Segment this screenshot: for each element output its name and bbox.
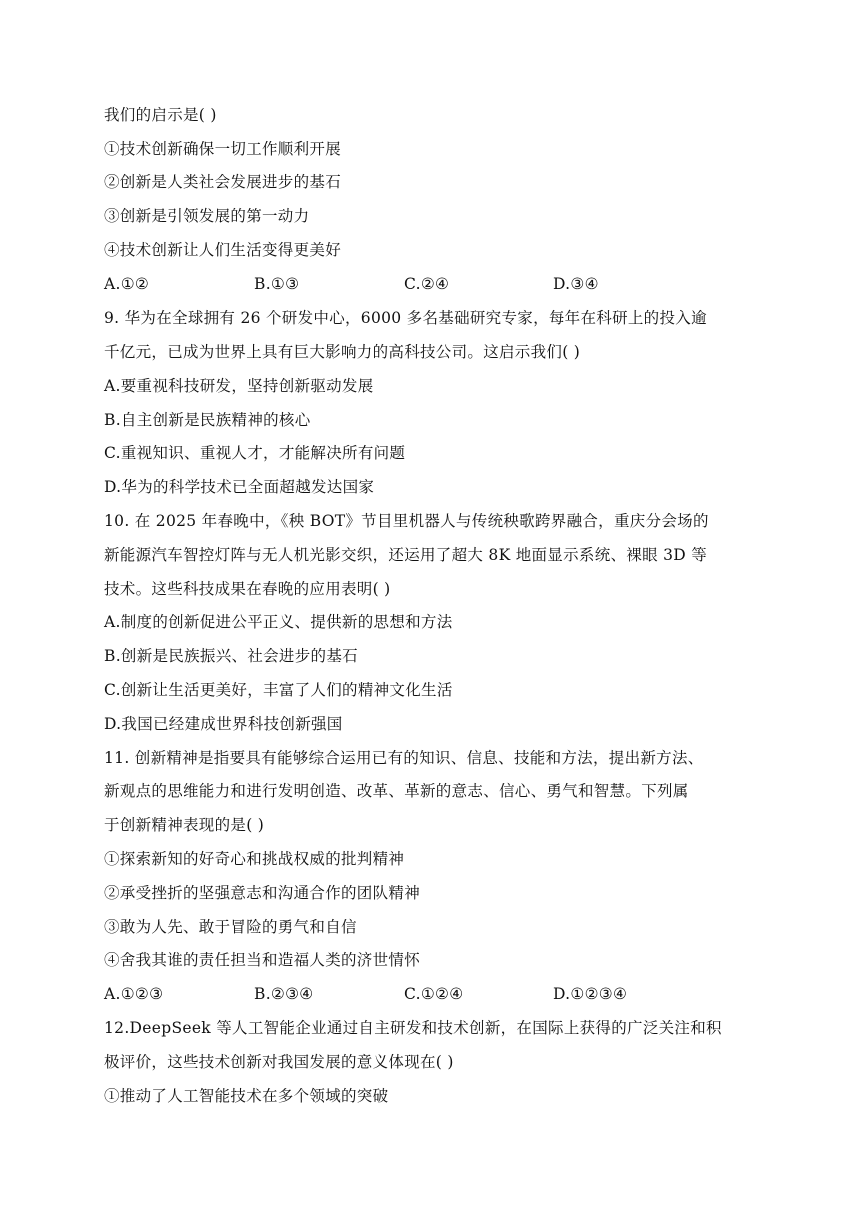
q8-stem-end: 我们的启示是( ) (104, 106, 217, 124)
q11-option-c: C.①②④ (404, 985, 464, 1003)
q8-option-c: C.②④ (404, 275, 450, 293)
q12-stem-line-2: 极评价，这些技术创新对我国发展的意义体现在( ) (104, 1053, 454, 1071)
q10-stem-line-2: 新能源汽车智控灯阵与无人机光影交织，还运用了超大 8K 地面显示系统、裸眼 3D 等 (104, 546, 708, 564)
q10-option-d: D.我国已经建成世界科技创新强国 (104, 715, 343, 733)
q8-statement-4: ④技术创新让人们生活变得更美好 (104, 241, 342, 259)
q8-statement-3: ③创新是引领发展的第一动力 (104, 207, 310, 225)
q11-stem-line-1: 11. 创新精神是指要具有能够综合运用已有的知识、信息、技能和方法，提出新方法、 (104, 749, 704, 767)
q11-stem-line-3: 于创新精神表现的是( ) (104, 816, 265, 834)
q8-statement-2: ②创新是人类社会发展进步的基石 (104, 173, 342, 191)
q11-options (104, 984, 724, 1004)
q11-statement-4: ④舍我其谁的责任担当和造福人类的济世情怀 (104, 951, 421, 969)
q9-option-a: A.要重视科技研发，坚持创新驱动发展 (104, 377, 374, 395)
q8-option-a: A.①② (104, 275, 150, 293)
q11-statement-2: ②承受挫折的坚强意志和沟通合作的团队精神 (104, 884, 421, 902)
q9-option-d: D.华为的科学技术已全面超越发达国家 (104, 478, 375, 496)
q12-stem-line-1: 12.DeepSeek 等人工智能企业通过自主研发和技术创新，在国际上获得的广泛关注和积 (104, 1019, 722, 1037)
q8-option-d: D.③④ (553, 275, 599, 293)
q8-options (104, 274, 724, 294)
q9-stem-line-2: 千亿元，已成为世界上具有巨大影响力的高科技公司。这启示我们( ) (104, 343, 581, 361)
q10-option-a: A.制度的创新促进公平正义、提供新的思想和方法 (104, 613, 453, 631)
q10-option-c: C.创新让生活更美好，丰富了人们的精神文化生活 (104, 681, 453, 699)
q10-stem-line-3: 技术。这些科技成果在春晚的应用表明( ) (104, 580, 391, 598)
q9-stem-line-1: 9. 华为在全球拥有 26 个研发中心，6000 多名基础研究专家，每年在科研上的投入逾 (104, 309, 707, 327)
q9-option-b: B.自主创新是民族精神的核心 (104, 411, 311, 429)
q12-statement-1: ①推动了人工智能技术在多个领域的突破 (104, 1087, 389, 1105)
q11-statement-3: ③敢为人先、敢于冒险的勇气和自信 (104, 918, 357, 936)
q11-option-b: B.②③④ (254, 985, 314, 1003)
q10-option-b: B.创新是民族振兴、社会进步的基石 (104, 647, 358, 665)
q9-option-c: C.重视知识、重视人才，才能解决所有问题 (104, 444, 406, 462)
q8-statement-1: ①技术创新确保一切工作顺利开展 (104, 140, 342, 158)
q8-option-b: B.①③ (254, 275, 300, 293)
q11-option-a: A.①②③ (104, 985, 164, 1003)
q11-statement-1: ①探索新知的好奇心和挑战权威的批判精神 (104, 850, 405, 868)
q10-stem-line-1: 10. 在 2025 年春晚中，《秧 BOT》节目里机器人与传统秧歌跨界融合，重庆分会场的 (104, 512, 709, 530)
q11-stem-line-2: 新观点的思维能力和进行发明创造、改革、革新的意志、信心、勇气和智慧。下列属 (104, 782, 689, 800)
q11-option-d: D.①②③④ (553, 985, 628, 1003)
